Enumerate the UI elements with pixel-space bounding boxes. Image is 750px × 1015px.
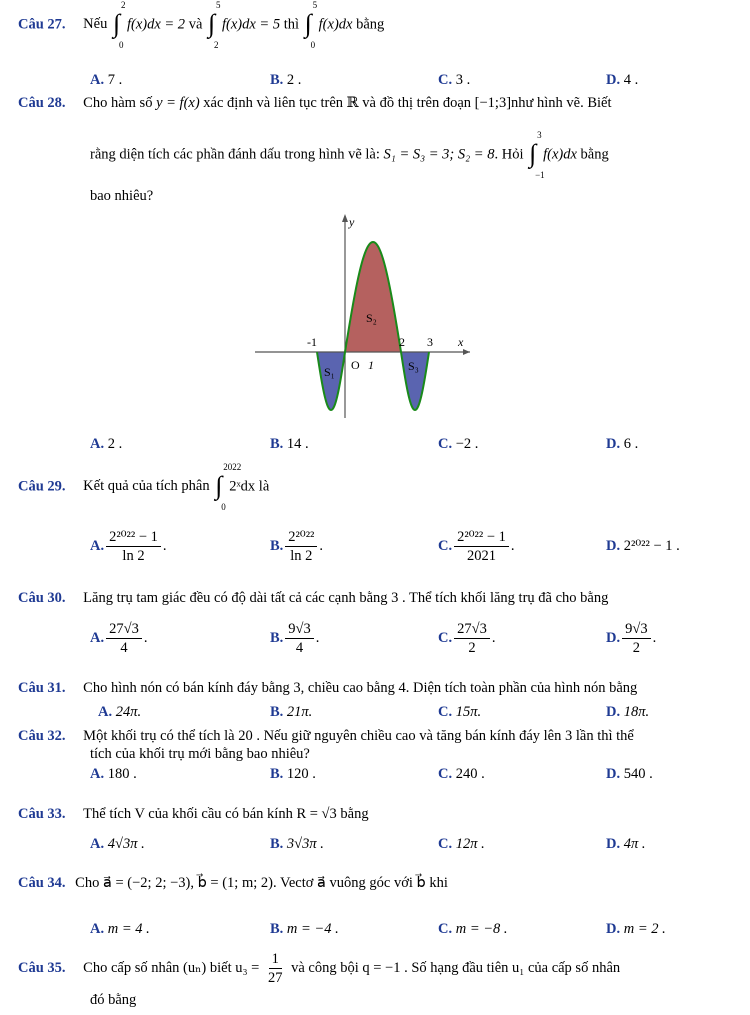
question-number: Câu 30. [18,590,66,606]
question-28-line2: rằng diện tích các phần đánh dấu trong hình vẽ là: S₁ = S₃ = 3; S₂ = 8. Hỏi ∫ 3 −1 f(x)dx bằng [90,130,609,180]
question-35-line2: đó bằng [90,992,137,1008]
tick-label: -1 [307,335,317,349]
question-number: Câu 31. [18,680,66,696]
x-axis-arrow [463,349,470,355]
option-b[interactable]: B. 2 . [270,72,302,88]
option-b[interactable]: B. 14 . [270,436,309,452]
option-c[interactable]: C. $\frac{\text{2²⁰²² − 1}}{2021}$ . [438,529,515,564]
option-c[interactable]: C. 15π. [438,704,482,720]
question-number: Câu 29. [18,478,66,495]
option-c[interactable]: C. $\frac{27√3}{2}$ . [438,621,496,656]
option-d[interactable]: D. 18π. [606,704,650,720]
question-number: Câu 27. [18,16,66,33]
question-34: Câu 34. Cho a⃗ = (−2; 2; −3), b⃗ = (1; m; 2). Vectơ a⃗ vuông góc với b⃗ khi [18,875,448,891]
option-d[interactable]: D. 4 . [606,72,639,88]
tick-label: 2 [399,335,405,349]
option-c[interactable]: C. −2 . [438,436,479,452]
question-number: Câu 33. [18,806,66,822]
question-29: Câu 29. Kết quả của tích phân ∫ 2022 0 2ˣdx là [18,462,270,512]
option-c[interactable]: C. 12π . [438,836,485,852]
option-b[interactable]: B. 3√3π . [270,836,324,852]
question-32: Câu 32. Một khối trụ có thể tích là 20 . Nếu giữ nguyên chiều cao và tăng bán kính đáy lên 3 lần thì thể [18,728,634,744]
integral-symbol: ∫ 2 0 [112,0,126,50]
option-b[interactable]: B. m = −4 . [270,921,339,937]
option-a[interactable]: A. $\frac{27√3}{4}$ . [90,621,148,656]
region-label: S₃ [408,359,419,373]
option-a[interactable]: A. 24π. [98,704,142,720]
tick-label: 3 [427,335,433,349]
option-d[interactable]: D. $\frac{9√3}{2}$ . [606,621,657,656]
option-c[interactable]: C. m = −8 . [438,921,508,937]
question-number: Câu 35. [18,959,66,976]
option-a[interactable]: A. 4√3π . [90,836,145,852]
x-axis-label: x [458,335,464,349]
function-graph [250,210,480,420]
option-c[interactable]: C. 3 . [438,72,471,88]
option-b[interactable]: B. 120 . [270,766,316,782]
option-a[interactable]: A. 2 . [90,436,123,452]
option-c[interactable]: C. 240 . [438,766,485,782]
question-30: Câu 30. Lăng trụ tam giác đều có độ dài tất cả các cạnh bằng 3 . Thể tích khối lăng trụ đã cho bằng [18,590,609,606]
question-number: Câu 34. [18,875,66,891]
integral-symbol: ∫ 2022 0 [215,462,242,512]
question-number: Câu 32. [18,728,66,744]
region-label: S₁ [324,365,335,379]
question-number: Câu 28. [18,95,66,111]
option-b[interactable]: B. 21π. [270,704,313,720]
option-d[interactable]: D. 2²⁰²² − 1 . [606,538,680,554]
integral-symbol: ∫ 5 2 [208,0,221,50]
option-a[interactable]: A. $\frac{\text{2²⁰²² − 1}}{\ln 2}$ . [90,529,167,564]
integral-symbol: ∫ 5 0 [304,0,318,50]
tick-label: 1 [368,358,374,372]
question-32-line2: tích của khối trụ mới bằng bao nhiêu? [90,746,310,762]
option-d[interactable]: D. 6 . [606,436,639,452]
question-33: Câu 33. Thể tích V của khối cầu có bán kính R = √3 bằng [18,806,369,822]
option-d[interactable]: D. 4π . [606,836,646,852]
option-b[interactable]: B. $\frac{\text{2²⁰²²}}{\ln 2}$ . [270,529,324,564]
y-axis-label: y [349,215,355,229]
question-31: Câu 31. Cho hình nón có bán kính đáy bằng 3, chiều cao bằng 4. Diện tích toàn phần của hình nón bằng [18,680,638,696]
origin-label: O [351,358,360,372]
question-28: Câu 28. Cho hàm số y = f(x) xác định và liên tục trên ℝ và đồ thị trên đoạn [−1;3]như hình vẽ. Biết [18,95,612,111]
option-d[interactable]: D. 540 . [606,766,653,782]
y-axis-arrow [342,214,348,222]
option-a[interactable]: A. 180 . [90,766,137,782]
region-label: S₂ [366,311,377,325]
option-a[interactable]: A. m = 4 . [90,921,150,937]
option-b[interactable]: B. $\frac{9√3}{4}$ . [270,621,320,656]
question-27: Câu 27. Nếu ∫ 2 0 f(x)dx = 2 và ∫ 5 2 f(x)dx = 5 thì ∫ 5 0 f(x)dx bằng [18,0,385,50]
option-a[interactable]: A. 7 . [90,72,123,88]
question-35: Câu 35. Cho cấp số nhân (uₙ) biết u₃ = $\frac{1}{27}$ và công bội q = −1 . Số hạng đầu tiên u₁ của cấp số nhân [18,951,621,986]
question-28-line3: bao nhiêu? [90,188,154,204]
integral-symbol: ∫ 3 −1 [529,130,545,180]
option-d[interactable]: D. m = 2 . [606,921,666,937]
